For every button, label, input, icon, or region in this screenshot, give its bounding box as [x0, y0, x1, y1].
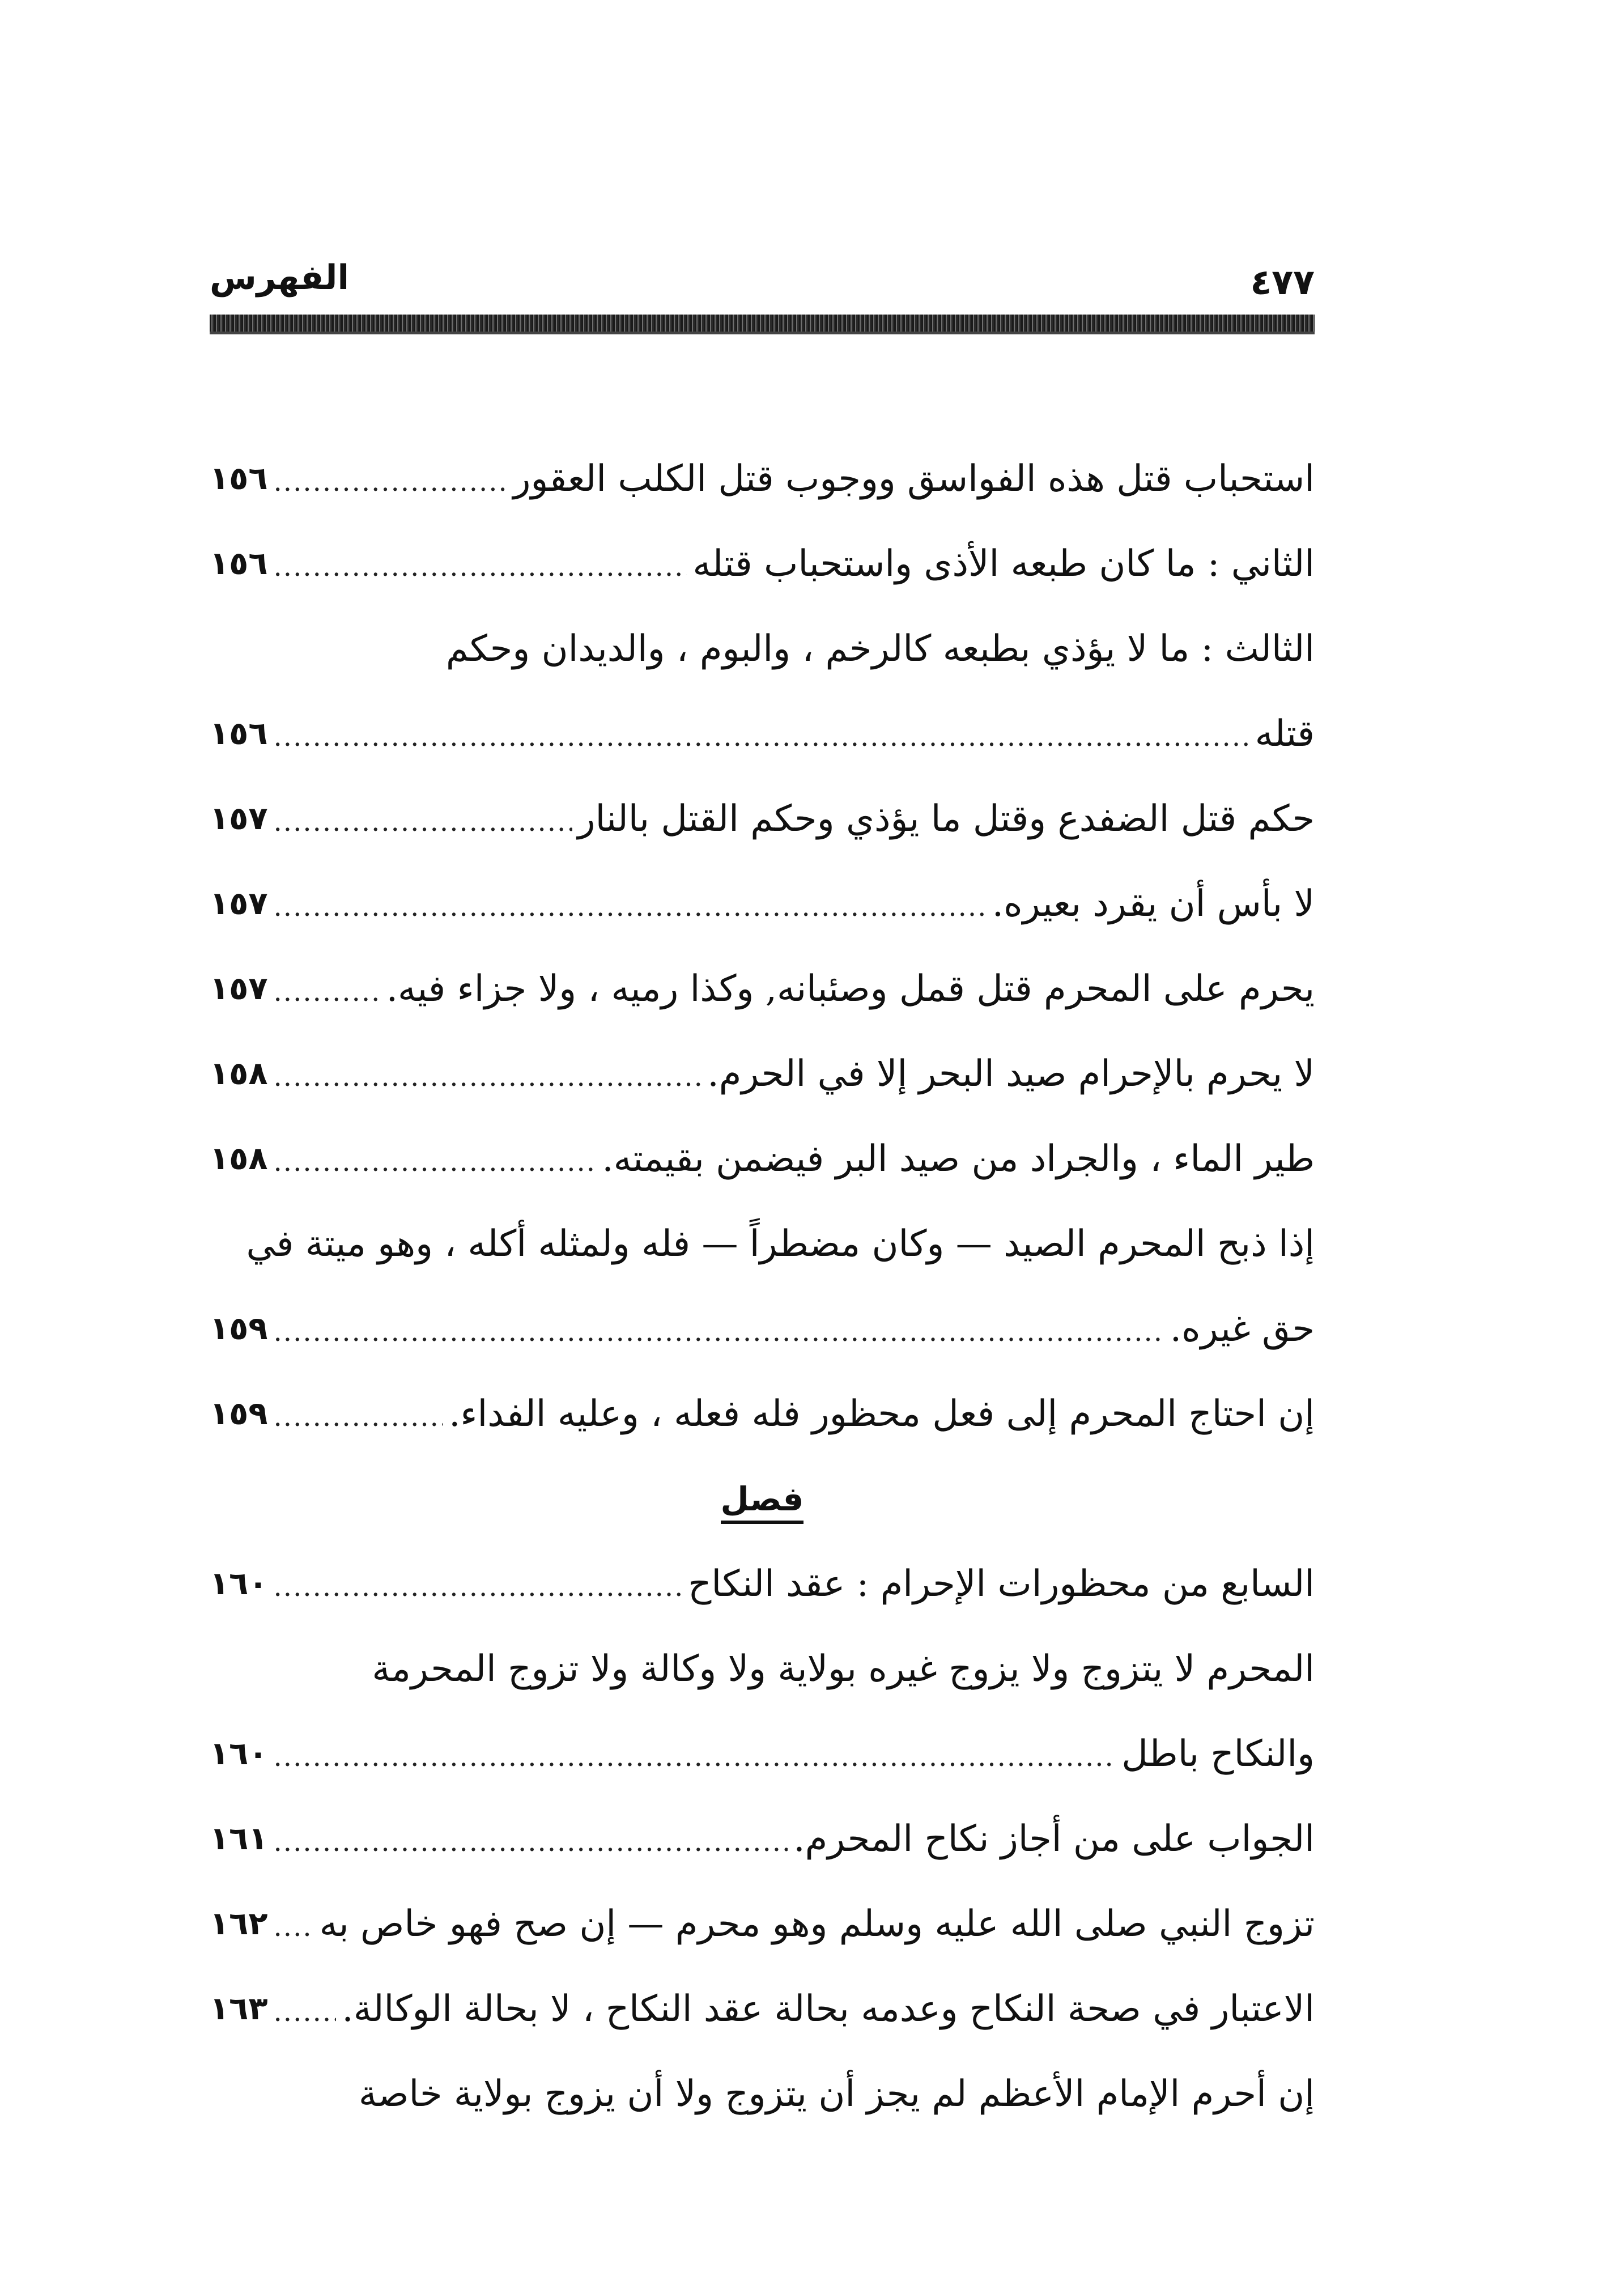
toc-entry-text: لا بأس أن يقرد بعيره. — [992, 883, 1315, 925]
toc-entry-text: تزوج النبي صلى الله عليه وسلم وهو محرم — إن صح فهو خاص به — [319, 1903, 1315, 1945]
toc-entry-text: الاعتبار في صحة النكاح وعدمه بحالة عقد النكاح ، لا بحالة الوكالة. — [342, 1988, 1315, 2030]
toc-entry-page: ١٥٨ — [210, 1140, 268, 1177]
toc-entry-first-line — [210, 2052, 1315, 2137]
toc-entry — [210, 1116, 1315, 1201]
dot-leader — [274, 1797, 788, 1882]
toc-entry-text: إذا ذبح المحرم الصيد — وكان مضطراً — فله ولمثله أكله ، وهو ميتة في — [246, 1223, 1315, 1265]
toc-entry — [210, 1797, 1315, 1882]
toc-entry-page: ١٦٣ — [210, 1990, 268, 2027]
toc-entry — [210, 1286, 1315, 1371]
subheading-text: فصل — [721, 1480, 804, 1524]
toc-entry-text: يحرم على المحرم قتل قمل وصئبانه, وكذا رميه ، ولا جزاء فيه. — [386, 968, 1315, 1010]
dot-leader — [274, 1116, 597, 1201]
dot-leader — [274, 1712, 1116, 1797]
toc-entry-page: ١٥٧ — [210, 800, 268, 837]
dot-leader — [274, 1031, 702, 1116]
toc-entry — [210, 1031, 1315, 1116]
toc-entry — [210, 691, 1315, 776]
toc-entry — [210, 1712, 1315, 1797]
toc-entry-page: ١٦٠ — [210, 1735, 268, 1772]
toc-entry-page: ١٥٨ — [210, 1055, 268, 1092]
toc-entry-text: إن احتاج المحرم إلى فعل محظور فله فعله ، وعليه الفداء. — [449, 1393, 1315, 1435]
dot-leader — [274, 521, 687, 606]
toc-entry-text: حق غيره. — [1170, 1308, 1315, 1350]
toc-entry-page: ١٦٢ — [210, 1905, 268, 1942]
table-of-contents — [210, 436, 1315, 2137]
toc-entry-text: طير الماء ، والجراد من صيد البر فيضمن بقيمته. — [602, 1138, 1315, 1180]
section-title: الفهرس — [210, 258, 350, 298]
toc-entry-page: ١٥٦ — [210, 460, 268, 497]
dot-leader — [274, 1967, 337, 2052]
dot-leader — [274, 691, 1249, 776]
toc-entry-page: ١٥٩ — [210, 1395, 268, 1432]
toc-entry-text: الثاني : ما كان طبعه الأذى واستحباب قتله — [692, 543, 1315, 585]
toc-entry-text: السابع من محظورات الإحرام : عقد النكاح — [688, 1563, 1315, 1605]
toc-entry-page: ١٥٧ — [210, 970, 268, 1007]
toc-entry-text: الثالث : ما لا يؤذي بطبعه كالرخم ، والبوم ، والديدان وحكم — [445, 628, 1315, 670]
toc-entry — [210, 1967, 1315, 2052]
dot-leader — [274, 1371, 444, 1457]
toc-entry — [210, 1542, 1315, 1627]
toc-entry-text: قتله — [1255, 713, 1315, 755]
toc-entry-first-line — [210, 606, 1315, 691]
dot-leader — [274, 1542, 683, 1627]
toc-entry-page: ١٥٩ — [210, 1310, 268, 1347]
toc-entry — [210, 946, 1315, 1031]
dot-leader — [274, 436, 508, 521]
header-rule — [210, 315, 1315, 332]
toc-entry-text: المحرم لا يتزوج ولا يزوج غيره بولاية ولا وكالة ولا تزوج المحرمة — [372, 1648, 1315, 1690]
toc-entry-page: ١٥٦ — [210, 545, 268, 582]
toc-entry-text: استحباب قتل هذه الفواسق ووجوب قتل الكلب العقور — [513, 458, 1315, 500]
toc-entry-text: إن أحرم الإمام الأعظم لم يجز أن يتزوج ولا أن يزوج بولاية خاصة — [358, 2073, 1315, 2115]
running-header — [210, 252, 1315, 309]
toc-entry-page: ١٦١ — [210, 1820, 268, 1857]
toc-entry-first-line — [210, 1201, 1315, 1286]
dot-leader — [274, 1286, 1164, 1371]
toc-entry — [210, 1371, 1315, 1457]
toc-entry-text: الجواب على من أجاز نكاح المحرم. — [793, 1818, 1315, 1860]
dot-leader — [274, 1882, 314, 1967]
page-number: ٤٧٧ — [1250, 261, 1315, 303]
dot-leader — [274, 776, 572, 861]
toc-entry-text: والنكاح باطل — [1121, 1733, 1315, 1775]
dot-leader — [274, 861, 987, 946]
section-subheading — [210, 1457, 1315, 1542]
toc-entry-text: حكم قتل الضفدع وقتل ما يؤذي وحكم القتل بالنار — [577, 798, 1315, 840]
toc-entry — [210, 436, 1315, 521]
toc-entry-page: ١٥٧ — [210, 885, 268, 922]
toc-entry — [210, 776, 1315, 861]
toc-entry-first-line — [210, 1627, 1315, 1712]
toc-entry — [210, 1882, 1315, 1967]
dot-leader — [274, 946, 381, 1031]
toc-entry-text: لا يحرم بالإحرام صيد البحر إلا في الحرم. — [707, 1053, 1315, 1095]
toc-entry — [210, 861, 1315, 946]
toc-entry-page: ١٦٠ — [210, 1565, 268, 1602]
toc-entry — [210, 521, 1315, 606]
toc-entry-page: ١٥٦ — [210, 715, 268, 752]
